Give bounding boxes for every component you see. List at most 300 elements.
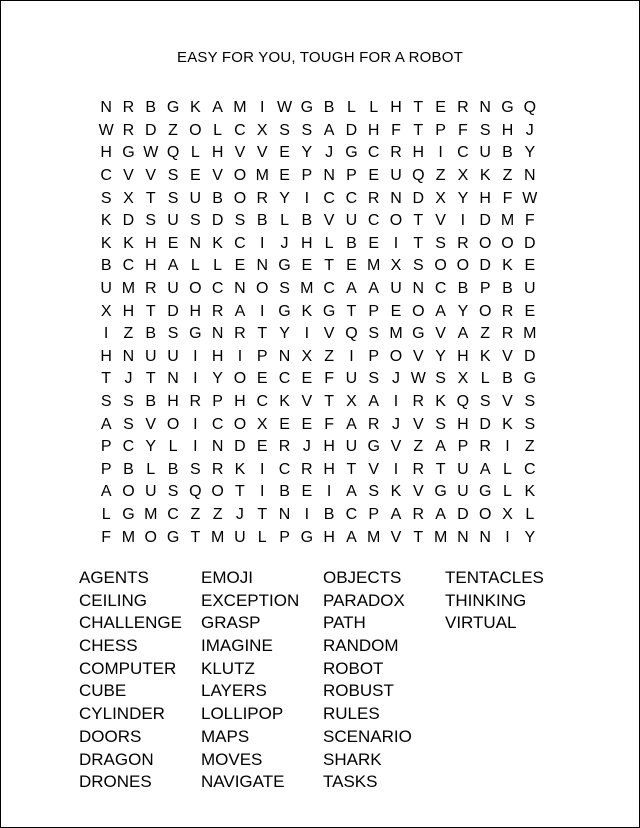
grid-letter: U (189, 189, 202, 207)
grid-letter: R (122, 121, 135, 139)
grid-letter: A (368, 280, 380, 298)
grid-letter: O (389, 212, 403, 230)
word-list-item: DRONES (79, 772, 152, 792)
grid-letter: M (121, 528, 136, 546)
grid-letter: U (144, 483, 157, 501)
grid-letter: M (144, 505, 158, 523)
grid-letter: S (435, 370, 446, 388)
grid-letter: C (211, 280, 224, 298)
grid-letter: T (413, 234, 424, 252)
grid-letter: W (98, 121, 114, 139)
grid-letter: R (256, 189, 268, 207)
grid-letter: O (478, 302, 492, 320)
grid-letter: U (345, 212, 358, 230)
grid-letter: G (300, 99, 314, 117)
grid-letter: T (145, 189, 156, 207)
grid-letter: P (457, 438, 469, 456)
grid-letter: O (256, 280, 269, 298)
grid-letter: I (326, 483, 332, 501)
grid-letter: R (367, 415, 380, 433)
grid-letter: E (167, 234, 179, 252)
grid-letter: G (434, 483, 447, 501)
grid-letter: E (524, 302, 536, 320)
grid-letter: B (145, 325, 157, 343)
grid-letter: X (502, 505, 513, 523)
grid-letter: S (412, 257, 424, 275)
grid-letter: F (101, 528, 112, 546)
grid-letter: N (524, 167, 536, 185)
grid-letter: D (144, 121, 157, 139)
grid-letter: D (457, 505, 469, 523)
word-list-item: RANDOM (323, 636, 399, 656)
grid-letter: Q (345, 325, 358, 343)
grid-letter: A (435, 505, 446, 523)
grid-letter: D (412, 189, 425, 207)
grid-letter: S (167, 325, 179, 343)
grid-letter: I (193, 438, 198, 456)
grid-letter: K (301, 302, 313, 320)
grid-letter: U (100, 280, 112, 298)
grid-letter: P (435, 121, 446, 139)
grid-letter: A (346, 528, 357, 546)
grid-letter: V (412, 415, 424, 433)
word-list (79, 567, 567, 794)
grid-letter: O (122, 483, 135, 501)
grid-letter: N (457, 528, 469, 546)
grid-letter: A (390, 505, 402, 523)
grid-letter: L (480, 370, 490, 388)
grid-letter: C (434, 280, 447, 298)
grid-letter: A (346, 280, 357, 298)
grid-letter: N (122, 347, 135, 365)
grid-letter: S (123, 415, 134, 433)
grid-letter: U (345, 438, 358, 456)
grid-letter: V (435, 325, 446, 343)
grid-letter: K (234, 460, 246, 478)
grid-letter: D (524, 234, 536, 252)
grid-letter: E (368, 167, 380, 185)
grid-letter: T (413, 528, 424, 546)
grid-letter: F (324, 415, 334, 433)
word-list-item: CUBE (79, 681, 127, 701)
grid-letter: C (234, 234, 246, 252)
grid-letter: H (211, 347, 224, 365)
grid-letter: N (234, 280, 246, 298)
grid-letter: V (256, 144, 268, 162)
grid-letter: H (457, 347, 469, 365)
grid-letter: L (101, 505, 111, 523)
grid-letter: U (390, 280, 402, 298)
word-list-item: IMAGINE (201, 636, 273, 656)
grid-letter: B (323, 99, 335, 117)
grid-letter: V (123, 167, 134, 185)
grid-letter: V (323, 325, 335, 343)
word-list-item: GRASP (201, 613, 261, 633)
grid-letter: I (193, 370, 198, 388)
grid-letter: O (189, 121, 202, 139)
grid-letter: K (123, 234, 134, 252)
grid-letter: G (300, 528, 314, 546)
grid-letter: H (479, 189, 491, 207)
grid-letter: Y (145, 438, 157, 456)
grid-letter: Y (279, 325, 290, 343)
grid-letter: T (235, 483, 245, 501)
grid-letter: H (390, 99, 402, 117)
grid-letter: R (189, 393, 202, 411)
grid-letter: S (100, 393, 112, 411)
grid-letter: I (260, 99, 265, 117)
grid-letter: P (346, 167, 357, 185)
grid-letter: E (190, 167, 201, 185)
grid-letter: S (435, 415, 446, 433)
grid-letter: Q (456, 393, 470, 411)
grid-letter: I (193, 347, 198, 365)
word-list-item: MAPS (201, 726, 250, 746)
grid-letter: B (279, 483, 290, 501)
grid-letter: M (389, 325, 403, 343)
grid-letter: O (478, 234, 492, 252)
grid-letter: I (460, 212, 466, 230)
word-list-item: THINKING (445, 590, 527, 610)
grid-letter: H (234, 393, 246, 411)
grid-letter: A (479, 460, 491, 478)
grid-letter: K (479, 347, 491, 365)
grid-letter: K (435, 393, 446, 411)
grid-letter: W (410, 370, 426, 388)
grid-letter: C (367, 212, 380, 230)
grid-letter: P (279, 528, 290, 546)
grid-letter: A (323, 121, 335, 139)
word-list-item: KLUTZ (201, 658, 255, 678)
grid-letter: R (479, 438, 491, 456)
grid-letter: Y (524, 528, 536, 546)
grid-letter: U (479, 144, 491, 162)
grid-letter: N (211, 438, 224, 456)
grid-letter: Y (301, 144, 313, 162)
grid-letter: Y (457, 302, 469, 320)
grid-letter: D (479, 212, 491, 230)
grid-letter: U (167, 347, 179, 365)
grid-letter: I (260, 483, 265, 501)
grid-letter: O (233, 167, 247, 185)
word-list-item: SHARK (323, 749, 382, 769)
grid-letter: B (502, 144, 513, 162)
grid-letter: V (368, 460, 380, 478)
grid-letter: B (145, 99, 157, 117)
grid-letter: T (257, 325, 268, 343)
grid-letter: C (524, 460, 536, 478)
word-list-item: DRAGON (79, 749, 154, 769)
grid-letter: Z (324, 347, 334, 365)
grid-letter: C (323, 189, 335, 207)
grid-letter: T (190, 528, 201, 546)
grid-letter: R (412, 393, 425, 411)
word-list-item: COMPUTER (79, 658, 177, 678)
grid-letter: J (235, 505, 244, 523)
grid-letter: R (144, 280, 157, 298)
grid-letter: P (100, 460, 112, 478)
grid-letter: S (100, 189, 112, 207)
grid-letter: T (324, 257, 334, 275)
grid-letter: V (234, 144, 246, 162)
grid-letter: C (211, 415, 224, 433)
grid-letter: R (211, 302, 224, 320)
grid-letter: Z (190, 505, 201, 523)
grid-letter: Y (457, 189, 469, 207)
grid-letter: X (390, 257, 402, 275)
grid-letter: G (189, 325, 202, 343)
grid-letter: H (211, 144, 224, 162)
grid-letter: V (412, 347, 424, 365)
grid-letter: C (278, 370, 291, 388)
grid-letter: T (324, 393, 334, 411)
grid-letter: B (145, 393, 157, 411)
word-column (79, 567, 201, 794)
grid-letter: G (322, 302, 336, 320)
grid-letter: A (346, 483, 357, 501)
grid-letter: I (349, 347, 354, 365)
grid-letter: B (123, 460, 134, 478)
grid-letter: L (257, 528, 267, 546)
grid-letter: X (100, 302, 112, 320)
grid-letter: K (524, 483, 536, 501)
grid-letter: J (302, 438, 311, 456)
grid-letter: Z (413, 438, 424, 456)
grid-letter: A (346, 415, 357, 433)
grid-letter: H (167, 393, 179, 411)
grid-letter: P (100, 438, 112, 456)
grid-letter: C (345, 189, 358, 207)
grid-letter: M (210, 528, 225, 546)
grid-letter: D (211, 212, 224, 230)
grid-letter: M (121, 280, 136, 298)
grid-letter: U (167, 280, 179, 298)
grid-letter: X (123, 189, 134, 207)
grid-letter: M (255, 167, 269, 185)
grid-letter: H (144, 257, 157, 275)
grid-letter: S (167, 167, 179, 185)
grid-letter: V (212, 167, 223, 185)
letter-grid (95, 97, 541, 549)
grid-letter: N (256, 257, 268, 275)
grid-letter: L (503, 460, 512, 478)
grid-letter: M (300, 280, 314, 298)
grid-letter: X (301, 347, 313, 365)
grid-letter: M (433, 528, 448, 546)
grid-letter: R (501, 302, 514, 320)
word-column (445, 567, 567, 794)
grid-letter: T (346, 460, 357, 478)
grid-letter: E (256, 370, 268, 388)
grid-letter: Y (212, 370, 223, 388)
page-title: EASY FOR YOU, TOUGH FOR A ROBOT (177, 49, 463, 66)
grid-letter: E (346, 257, 357, 275)
grid-letter: J (392, 370, 400, 388)
grid-letter: B (212, 189, 223, 207)
grid-letter: N (167, 370, 179, 388)
grid-letter: H (189, 302, 202, 320)
grid-letter: U (144, 347, 157, 365)
grid-letter: I (103, 325, 109, 343)
grid-letter: J (525, 121, 534, 139)
grid-letter: L (146, 460, 156, 478)
grid-letter: T (257, 505, 268, 523)
grid-letter: L (525, 505, 535, 523)
grid-letter: H (301, 234, 313, 252)
grid-letter: I (260, 302, 265, 320)
grid-letter: E (256, 438, 268, 456)
grid-letter: U (167, 212, 179, 230)
grid-letter: E (279, 415, 290, 433)
grid-letter: G (523, 370, 537, 388)
grid-letter: I (505, 528, 510, 546)
grid-letter: G (412, 325, 425, 343)
grid-letter: H (412, 144, 425, 162)
grid-letter: H (144, 234, 157, 252)
grid-letter: G (278, 257, 291, 275)
grid-letter: S (524, 415, 536, 433)
grid-letter: Q (412, 167, 425, 185)
grid-letter: K (212, 234, 223, 252)
grid-letter: Y (435, 347, 446, 365)
grid-letter: J (124, 370, 133, 388)
grid-letter: E (368, 234, 380, 252)
grid-letter: S (435, 234, 446, 252)
grid-letter: V (390, 438, 402, 456)
grid-letter: G (478, 483, 492, 501)
grid-letter: L (168, 438, 178, 456)
grid-letter: U (524, 280, 536, 298)
grid-letter: I (260, 234, 265, 252)
grid-letter: H (323, 438, 335, 456)
grid-letter: N (479, 528, 491, 546)
grid-letter: V (412, 483, 424, 501)
grid-letter: P (368, 505, 380, 523)
grid-letter: K (279, 393, 290, 411)
grid-letter: S (123, 393, 134, 411)
grid-letter: H (323, 528, 335, 546)
grid-letter: L (503, 483, 512, 501)
grid-letter: I (304, 505, 310, 523)
grid-letter: F (324, 370, 334, 388)
grid-letter: Y (279, 189, 290, 207)
grid-letter: T (145, 370, 156, 388)
grid-letter: B (167, 460, 179, 478)
grid-letter: W (276, 99, 293, 117)
grid-letter: Z (480, 325, 491, 343)
grid-letter: V (390, 528, 402, 546)
grid-letter: F (524, 212, 535, 230)
grid-letter: E (301, 483, 313, 501)
grid-letter: Q (166, 144, 180, 162)
word-list-item: PARADOX (323, 590, 405, 610)
grid-letter: E (390, 302, 402, 320)
grid-letter: S (234, 212, 246, 230)
grid-letter: D (524, 347, 536, 365)
word-list-item: MOVES (201, 749, 263, 769)
word-list-item: OBJECTS (323, 568, 402, 587)
grid-letter: S (479, 121, 491, 139)
grid-letter: N (412, 280, 425, 298)
word-column (323, 567, 445, 794)
grid-letter: O (478, 505, 492, 523)
grid-letter: O (233, 189, 247, 207)
grid-letter: X (457, 167, 469, 185)
grid-letter: M (500, 212, 515, 230)
grid-letter: A (167, 257, 179, 275)
grid-letter: K (390, 483, 402, 501)
grid-letter: G (166, 528, 180, 546)
grid-letter: Z (502, 167, 513, 185)
grid-letter: F (391, 121, 401, 139)
grid-letter: S (190, 212, 201, 230)
word-list-item: NAVIGATE (201, 772, 285, 792)
word-list-item: VIRTUAL (445, 613, 517, 633)
grid-letter: N (189, 234, 202, 252)
grid-letter: O (434, 257, 447, 275)
grid-letter: N (479, 99, 491, 117)
grid-letter: I (260, 460, 265, 478)
grid-letter: F (458, 121, 468, 139)
grid-letter: H (501, 121, 514, 139)
grid-letter: X (256, 121, 268, 139)
grid-letter: T (346, 302, 357, 320)
grid-letter: E (279, 167, 290, 185)
grid-letter: K (100, 234, 112, 252)
grid-letter: S (368, 483, 380, 501)
grid-letter: N (278, 347, 291, 365)
grid-letter: Z (123, 325, 134, 343)
grid-letter: V (435, 212, 446, 230)
grid-letter: C (100, 167, 112, 185)
grid-letter: L (190, 144, 200, 162)
grid-letter: U (234, 528, 246, 546)
grid-letter: S (279, 121, 290, 139)
grid-letter: R (367, 189, 380, 207)
grid-letter: S (368, 370, 380, 388)
grid-letter: R (412, 460, 425, 478)
grid-letter: M (367, 257, 381, 275)
grid-letter: O (144, 528, 157, 546)
grid-letter: T (413, 212, 424, 230)
grid-letter: Z (524, 438, 535, 456)
grid-letter: D (234, 438, 246, 456)
word-list-item: EXCEPTION (201, 590, 300, 610)
grid-letter: B (457, 280, 469, 298)
grid-letter: S (479, 393, 491, 411)
grid-letter: T (145, 302, 156, 320)
grid-letter: E (279, 144, 290, 162)
grid-letter: R (234, 325, 246, 343)
grid-letter: G (367, 438, 380, 456)
grid-letter: R (278, 438, 291, 456)
grid-letter: I (393, 460, 399, 478)
grid-letter: W (143, 144, 159, 162)
grid-letter: Z (435, 167, 446, 185)
grid-letter: A (212, 99, 223, 117)
grid-letter: H (323, 460, 335, 478)
grid-letter: E (524, 257, 536, 275)
grid-letter: X (435, 189, 446, 207)
grid-letter: D (345, 121, 358, 139)
grid-letter: Q (189, 483, 202, 501)
grid-letter: O (211, 483, 224, 501)
grid-letter: D (122, 212, 135, 230)
grid-letter: R (412, 505, 425, 523)
word-list-item: SCENARIO (323, 726, 412, 746)
grid-letter: R (301, 460, 313, 478)
word-list-item: TASKS (323, 772, 378, 792)
